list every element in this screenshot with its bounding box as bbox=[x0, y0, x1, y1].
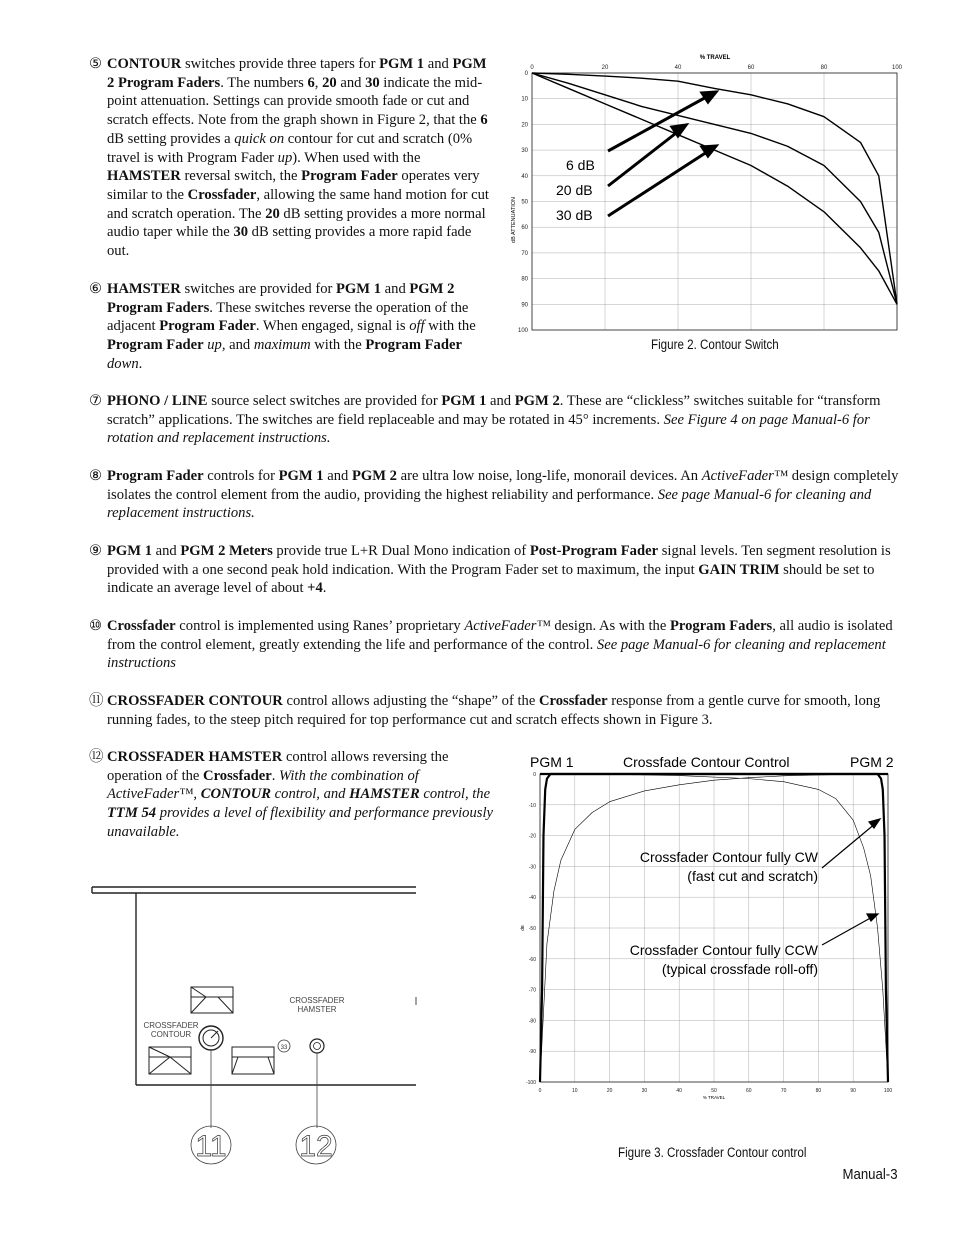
y-tick-labels bbox=[526, 772, 536, 1086]
arrow-30db bbox=[608, 150, 710, 216]
y-tick-label: -20 bbox=[528, 833, 536, 840]
crossfader-hamster-label-2: HAMSTER bbox=[297, 1005, 337, 1014]
item-number: ⑧ bbox=[89, 468, 102, 484]
arrow-cw bbox=[822, 823, 876, 868]
y-tick-label: -10 bbox=[528, 802, 536, 809]
arrow-6db bbox=[608, 95, 710, 151]
crossfader-contour-knob bbox=[199, 1026, 223, 1050]
x-tick-label: 80 bbox=[820, 65, 828, 71]
y-tick-label: 40 bbox=[521, 173, 528, 180]
item-number: ⑩ bbox=[89, 618, 102, 634]
annotation-cw-line1: Crossfader Contour fully CW bbox=[639, 849, 818, 865]
annotation-cw-line2: (fast cut and scratch) bbox=[687, 868, 818, 884]
item-number: ⑥ bbox=[89, 281, 102, 297]
item-text: Crossfader control is implemented using Ranes’ proprietary ActiveFader™ design. As with the Program Faders, all audio is isolated from the control element, greatly extending the life and performance of the control. See page Manual-6 for cleaning and replacement instructions bbox=[107, 618, 893, 672]
y-tick-label: -40 bbox=[528, 895, 536, 902]
label-6db: 6 dB bbox=[566, 157, 595, 173]
item-text: HAMSTER switches are provided for PGM 1 and PGM 2 Program Faders. These switches reverse the operation of the adjacent Program Fader. When engaged, signal is off with the Program Fader up, and maximum with the Program Fader down. bbox=[107, 281, 476, 372]
x-tick-label: 30 bbox=[641, 1088, 648, 1094]
x-tick-label: 60 bbox=[746, 1088, 752, 1094]
x-tick-labels bbox=[539, 1088, 893, 1094]
item-12-crossfader-hamster bbox=[89, 748, 504, 842]
panel-diagram bbox=[88, 880, 423, 1170]
chart-title: % TRAVEL bbox=[699, 55, 731, 61]
y-tick-label: 90 bbox=[521, 302, 528, 309]
x-axis-label: % TRAVEL bbox=[702, 1095, 726, 1100]
x-tick-label: 50 bbox=[711, 1088, 717, 1094]
small-led-mark: 33 bbox=[280, 1045, 288, 1051]
y-tick-label: 100 bbox=[517, 328, 528, 334]
chart-grid bbox=[540, 774, 888, 1082]
arrow-6db-head bbox=[702, 92, 716, 102]
y-tick-label: 60 bbox=[521, 225, 528, 232]
x-tick-label: 0 bbox=[538, 1088, 542, 1094]
item-6-hamster bbox=[89, 280, 484, 374]
x-tick-label: 80 bbox=[815, 1088, 822, 1094]
item-text: PHONO / LINE source select switches are provided for PGM 1 and PGM 2. These are “clickless” switches suitable for “transform scratch” applications. The switches are field replaceable and may be rotated in 45° increments. See Figure 4 on page Manual-6 for rotation and replacement instructions. bbox=[107, 393, 881, 447]
figure-3-caption: Figure 3. Crossfader Contour control bbox=[618, 1145, 807, 1160]
x-tick-label: 40 bbox=[674, 65, 682, 71]
x-tick-label: 70 bbox=[780, 1088, 787, 1094]
y-tick-label: 0 bbox=[533, 772, 536, 778]
y-tick-label: -90 bbox=[528, 1049, 536, 1056]
item-number: ⑦ bbox=[89, 393, 102, 409]
arrows bbox=[608, 92, 716, 216]
x-tick-label: 60 bbox=[747, 65, 755, 71]
y-tick-labels bbox=[518, 71, 529, 334]
item-number: ⑤ bbox=[89, 56, 102, 72]
y-tick-label: 50 bbox=[521, 199, 528, 206]
y-tick-label: 70 bbox=[521, 250, 528, 257]
annotation-ccw-line2: (typical crossfade roll-off) bbox=[661, 961, 818, 977]
item-text: CROSSFADER CONTOUR control allows adjusting the “shape” of the Crossfader response from a gentle curve for smooth, long running fades, to the steep pitch required for top performance cut and scratch effects shown in Figure 3. bbox=[107, 693, 881, 728]
y-tick-label: -70 bbox=[528, 987, 536, 994]
y-axis-label: dB ATTENUATION bbox=[511, 197, 517, 243]
y-tick-label: -30 bbox=[528, 864, 536, 871]
y-tick-label: 10 bbox=[521, 96, 528, 103]
item-number: ⑫ bbox=[89, 749, 104, 765]
figure-2-caption: Figure 2. Contour Switch bbox=[651, 337, 779, 352]
item-10-crossfader bbox=[89, 617, 899, 673]
x-tick-label: 40 bbox=[676, 1088, 682, 1094]
y-axis-label: dB bbox=[520, 925, 525, 931]
item-text: CROSSFADER HAMSTER control allows reversing the operation of the Crossfader. With the combination of ActiveFader™, CONTOUR control, and HAMSTER control, the TTM 54 provides a level of flexibility and performance previously unavailable. bbox=[107, 749, 493, 840]
crossfader-contour-label-2: CONTOUR bbox=[150, 1030, 192, 1039]
arrow-cw-head bbox=[869, 819, 880, 828]
header-pgm1: PGM 1 bbox=[530, 754, 574, 770]
y-tick-label: 30 bbox=[521, 148, 528, 155]
x-tick-label: 0 bbox=[530, 65, 534, 71]
y-tick-label: 20 bbox=[521, 122, 528, 129]
contour-switch-bottom bbox=[149, 1047, 191, 1074]
x-tick-label: 10 bbox=[572, 1088, 578, 1094]
crossfader-contour-label: CROSSFADER bbox=[143, 1021, 199, 1030]
y-tick-label: -100 bbox=[525, 1080, 536, 1086]
header-pgm2: PGM 2 bbox=[850, 754, 894, 770]
x-tick-label: 100 bbox=[883, 1088, 893, 1094]
contour-switch-top bbox=[191, 987, 233, 1013]
y-tick-label: 80 bbox=[521, 276, 528, 283]
y-tick-label: -50 bbox=[528, 926, 536, 932]
x-tick-label: 20 bbox=[606, 1088, 613, 1094]
item-9-meters bbox=[89, 542, 899, 598]
x-tick-label: 20 bbox=[601, 65, 609, 71]
page-number: Manual-3 bbox=[842, 1166, 898, 1183]
item-text: CONTOUR switches provide three tapers for PGM 1 and PGM 2 Program Faders. The numbers 6, 20 and 30 indicate the mid-point attenuation. Settings can provide smooth fade or cut and scratch effects. Note from the graph shown in Figure 2, that the 6 dB setting provides a quick on contour for cut and scratch (0% travel is with Program Fader up). When used with the HAMSTER reversal switch, the Program Fader operates very similar to the Crossfader, allowing the same hand motion for cut and scratch operation. The 20 dB setting provides a more normal audio taper while the 30 dB setting provides a more rapid fade out. bbox=[107, 56, 489, 260]
callout-11: 11 bbox=[195, 1130, 227, 1163]
crossfader-hamster-button bbox=[310, 1039, 324, 1053]
label-20db: 20 dB bbox=[556, 182, 593, 198]
annotation-ccw-line1: Crossfader Contour fully CCW bbox=[629, 942, 818, 958]
callout-12: 12 bbox=[299, 1130, 333, 1163]
y-tick-label: -80 bbox=[528, 1018, 536, 1025]
item-11-crossfader-contour bbox=[89, 692, 899, 729]
y-tick-label: -60 bbox=[528, 956, 536, 963]
item-number: ⑪ bbox=[89, 693, 104, 709]
hamster-switch bbox=[232, 1047, 274, 1074]
arrow-ccw bbox=[822, 916, 874, 945]
header-title: Crossfade Contour Control bbox=[623, 754, 790, 770]
chart-grid bbox=[532, 73, 897, 330]
item-text: Program Fader controls for PGM 1 and PGM 2 are ultra low noise, long-life, monorail devices. An ActiveFader™ design completely isolates the control element from the audio, providing the highest reliability and performance. See page Manual-6 for cleaning and replacement instructions. bbox=[107, 468, 899, 522]
item-8-program-fader bbox=[89, 467, 899, 523]
figure-3-crossfade-chart bbox=[512, 750, 907, 1110]
item-7-phono-line bbox=[89, 392, 899, 448]
x-tick-labels bbox=[530, 65, 902, 71]
item-text: PGM 1 and PGM 2 Meters provide true L+R Dual Mono indication of Post-Program Fader signal levels. Ten segment resolution is provided with a one second peak hold indication. With the Program Fader set to maximum, the input GAIN TRIM should be set to indicate an average level of about +4. bbox=[107, 543, 891, 597]
label-30db: 30 dB bbox=[556, 207, 593, 223]
figure-2-contour-chart bbox=[500, 50, 910, 340]
crossfader-hamster-label: CROSSFADER bbox=[289, 996, 345, 1005]
item-number: ⑨ bbox=[89, 543, 102, 559]
item-5-contour bbox=[89, 55, 494, 261]
y-tick-label: 0 bbox=[524, 71, 528, 77]
x-tick-label: 90 bbox=[850, 1088, 856, 1094]
x-tick-label: 100 bbox=[891, 65, 903, 71]
